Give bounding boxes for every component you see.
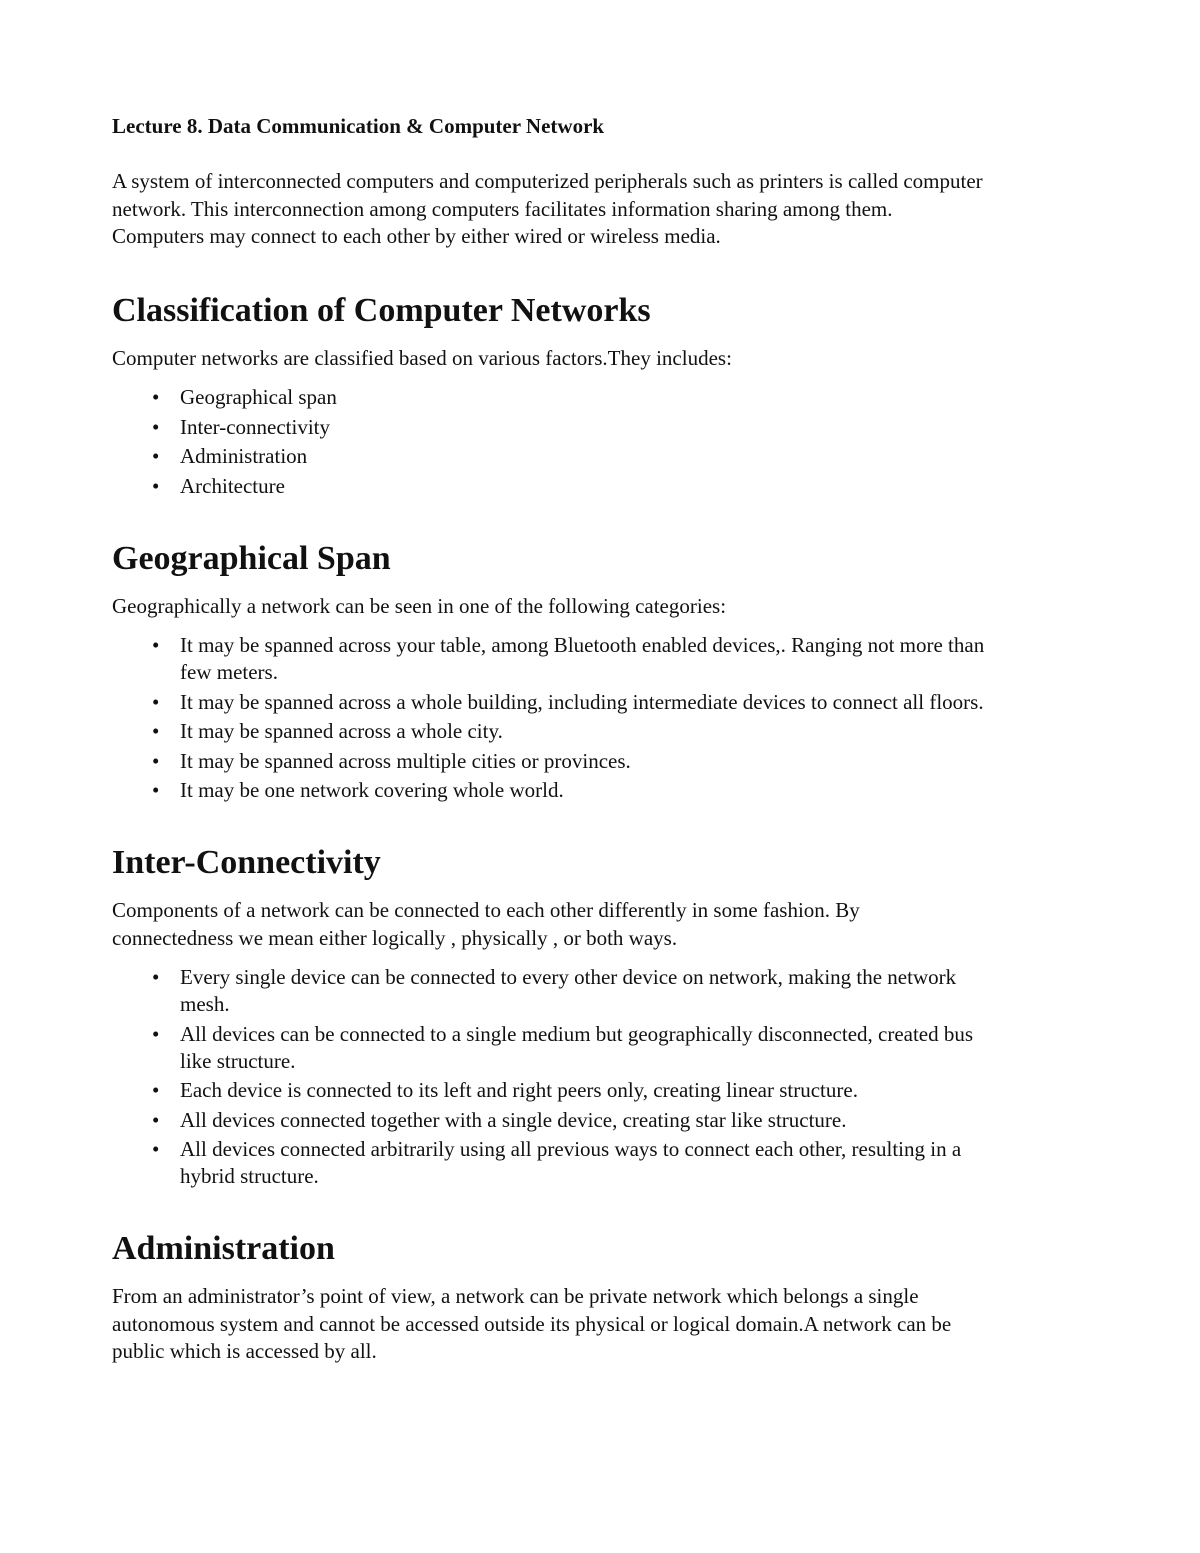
list-item-text: It may be spanned across your table, among Bluetooth enabled devices,. Ranging not more than [180, 633, 985, 657]
list-item-text: All devices connected together with a single device, creating star like structure. [180, 1107, 847, 1132]
geographical-text: Geographically a network can be seen in one of the following categories: [112, 593, 727, 618]
classification-text: Computer networks are classified based on various factors.They includes: [112, 345, 732, 370]
geographical-list [112, 632, 1092, 804]
section-heading-administration: Administration [112, 1230, 335, 1267]
bullet-icon: • [152, 1107, 160, 1132]
bullet-icon: • [152, 689, 160, 714]
list-item-text: Geographical span [180, 385, 337, 409]
list-item-text: mesh. [180, 992, 230, 1016]
list-item-text: It may be one network covering whole world. [180, 778, 564, 802]
list-item-text: Architecture [180, 473, 285, 498]
bullet-icon: • [152, 385, 160, 409]
bullet-icon: • [152, 473, 160, 498]
list-item [112, 384, 1092, 411]
paragraph-line: Components of a network can be connected to each other differently in some fashion. By [112, 898, 860, 922]
intro-line: network. This interconnection among computers facilitates information sharing among them. [112, 196, 893, 221]
bullet-icon: • [152, 1137, 160, 1161]
intro-paragraph [112, 168, 1092, 251]
paragraph-line: autonomous system and cannot be accessed outside its physical or logical domain.A network can be [112, 1311, 952, 1336]
list-item-text: It may be spanned across a whole city. [180, 719, 503, 743]
lecture-title: Lecture 8. Data Communication & Computer Network [112, 114, 605, 138]
interconnectivity-text [112, 897, 1092, 952]
bullet-icon: • [152, 748, 160, 773]
paragraph-line: connectedness we mean either logically , physically , or both ways. [112, 925, 678, 950]
administration-text [112, 1283, 1092, 1366]
list-item-text: Each device is connected to its left and right peers only, creating linear structure. [180, 1078, 858, 1102]
paragraph-line: public which is accessed by all. [112, 1339, 377, 1363]
list-item-text: hybrid structure. [180, 1164, 319, 1188]
list-item-text: like structure. [180, 1048, 296, 1073]
list-item-text: Every single device can be connected to every other device on network, making the network [180, 965, 957, 989]
bullet-icon: • [152, 778, 160, 802]
list-item [112, 964, 1092, 1018]
list-item [112, 632, 1092, 686]
bullet-icon: • [152, 1078, 160, 1102]
bullet-icon: • [152, 414, 160, 439]
bullet-icon: • [152, 965, 160, 989]
list-item [112, 1107, 1092, 1134]
intro-line: A system of interconnected computers and computerized peripherals such as printers is called computer [112, 169, 983, 193]
list-item [112, 1021, 1092, 1075]
list-item-text: It may be spanned across a whole building, including intermediate devices to connect all floors. [180, 689, 984, 714]
document-page [112, 112, 1092, 1366]
list-item [112, 777, 1092, 804]
classification-list [112, 384, 1092, 500]
interconnectivity-list [112, 964, 1092, 1190]
list-item [112, 414, 1092, 441]
section-heading-geographical-span: Geographical Span [112, 539, 391, 577]
list-item-text: All devices connected arbitrarily using all previous ways to connect each other, resulting in a [180, 1137, 962, 1161]
list-item-text: few meters. [180, 660, 278, 684]
section-heading-inter-connectivity: Inter-Connectivity [112, 844, 381, 881]
list-item [112, 748, 1092, 775]
bullet-icon: • [152, 719, 160, 743]
bullet-icon: • [152, 633, 160, 657]
list-item-text: It may be spanned across multiple cities or provinces. [180, 748, 631, 773]
list-item [112, 443, 1092, 470]
paragraph-line: From an administrator’s point of view, a network can be private network which belongs a single [112, 1284, 919, 1308]
list-item [112, 689, 1092, 716]
bullet-icon: • [152, 444, 160, 468]
list-item-text: All devices can be connected to a single medium but geographically disconnected, created bus [180, 1021, 974, 1046]
list-item-text: Administration [180, 444, 308, 468]
list-item-text: Inter-connectivity [180, 414, 331, 439]
bullet-icon: • [152, 1021, 160, 1046]
list-item [112, 473, 1092, 500]
list-item [112, 1136, 1092, 1190]
list-item [112, 1077, 1092, 1104]
list-item [112, 718, 1092, 745]
section-heading-classification: Classification of Computer Networks [112, 291, 651, 329]
intro-line: Computers may connect to each other by either wired or wireless media. [112, 224, 721, 248]
